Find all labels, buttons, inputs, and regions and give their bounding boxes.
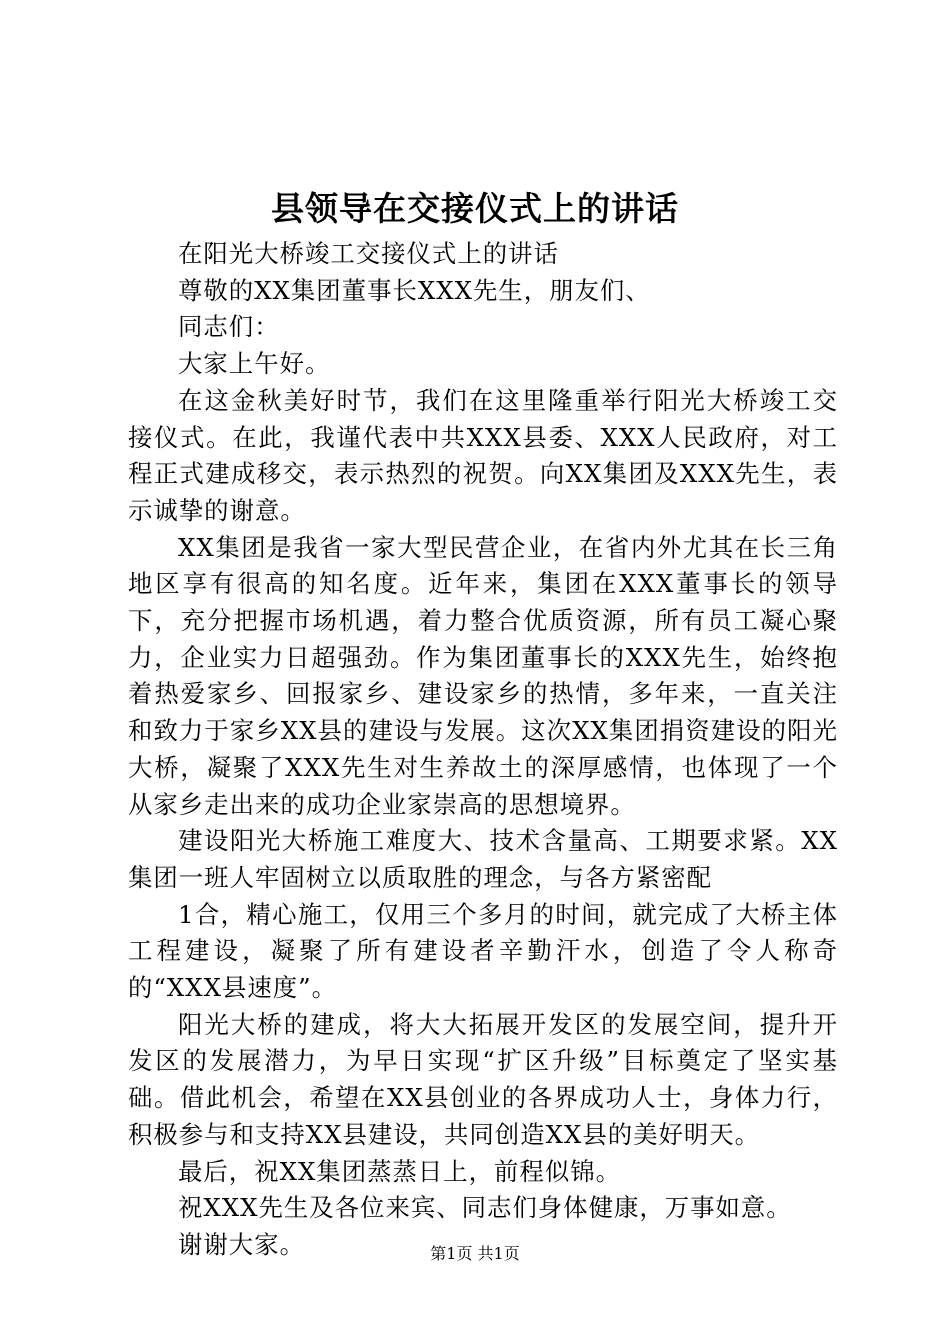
page-footer: 第1页 共1页 (430, 1244, 520, 1263)
paragraph: 阳光大桥的建成，将大大拓展开发区的发展空间，提升开发区的发展潜力，为早日实现“扩区升级”目标奠定了坚实基础。借此机会，希望在XX县创业的各界成功人士，身体力行，积极参与和支持XX县建设，共同创造XX县的美好明天。 (128, 1009, 838, 1149)
paragraph-subtitle: 在阳光大桥竣工交接仪式上的讲话 (178, 239, 559, 268)
paragraph-salutation-continued: 同志们： (178, 312, 280, 342)
paragraph-closing: 最后，祝XX集团蒸蒸日上，前程似锦。 (178, 1156, 621, 1186)
document-body (128, 236, 838, 1264)
paragraph: 在这金秋美好时节，我们在这里隆重举行阳光大桥竣工交接仪式。在此，我谨代表中共XXX县委、XXX人民政府，对工程正式建成移交，表示热烈的祝贺。向XX集团及XXX先生，表示诚挚的谢意。 (128, 385, 838, 525)
paragraph-greeting: 大家上午好。 (178, 349, 331, 379)
document-title: 县领导在交接仪式上的讲话 (271, 189, 679, 228)
paragraph-salutation: 尊敬的XX集团董事长XXX先生，朋友们、 (178, 275, 651, 305)
paragraph: 建设阳光大桥施工难度大、技术含量高、工期要求紧。XX集团一班人牢固树立以质取胜的理念，与各方紧密配 (128, 826, 838, 892)
paragraph: XX集团是我省一家大型民营企业，在省内外尤其在长三角地区享有很高的知名度。近年来，集团在XXX董事长的领导下，充分把握市场机遇，着力整合优质资源，所有员工凝心聚力，企业实力日超强劲。作为集团董事长的XXX先生，始终抱着热爱家乡、回报家乡、建设家乡的热情，多年来，一直关注和致力于家乡XX县的建设与发展。这次XX集团捐资建设的阳光大桥，凝聚了XXX先生对生养故土的深厚感情，也体现了一个从家乡走出来的成功企业家崇高的思想境界。 (128, 532, 838, 819)
paragraph-thanks: 谢谢大家。 (178, 1229, 305, 1259)
paragraph-closing: 祝XXX先生及各位来宾、同志们身体健康，万事如意。 (178, 1193, 792, 1223)
paragraph: 1合，精心施工，仅用三个多月的时间，就完成了大桥主体工程建设，凝聚了所有建设者辛勤汗水，创造了令人称奇的“XXX县速度”。 (128, 899, 838, 1003)
